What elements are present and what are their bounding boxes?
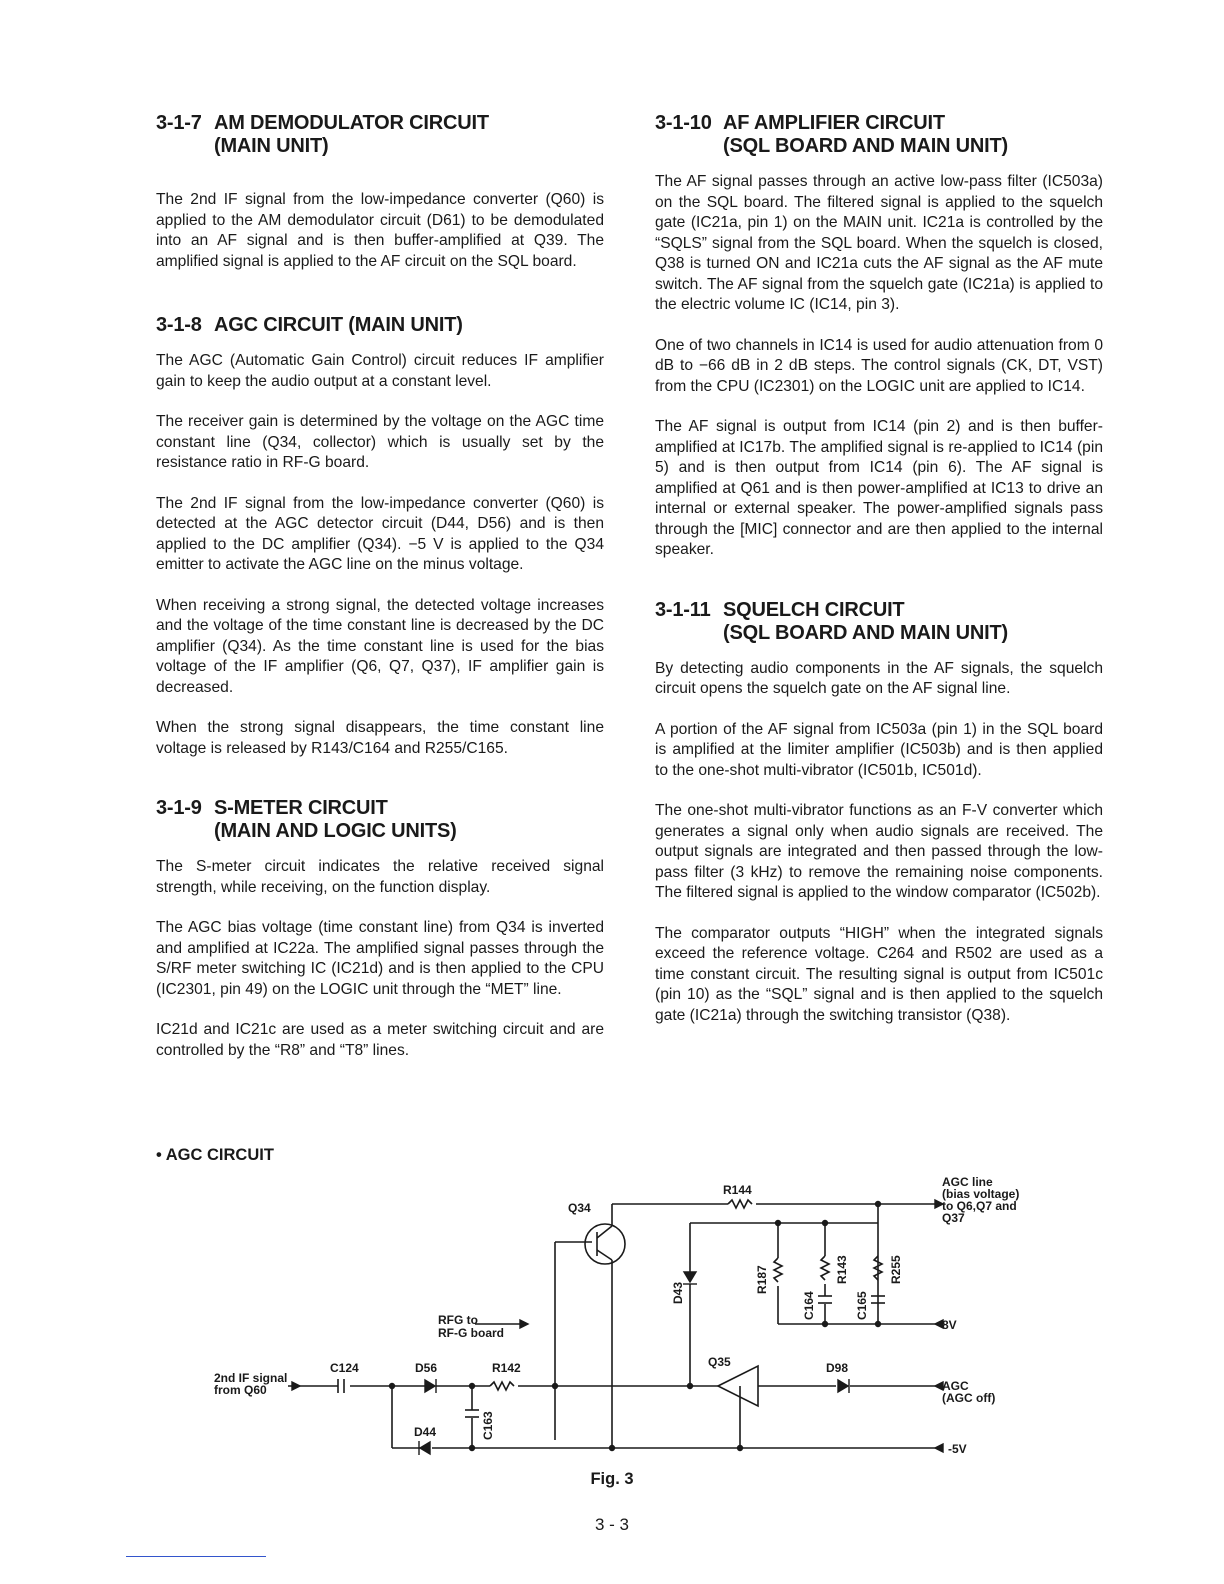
q34-label: Q34	[568, 1201, 591, 1215]
paragraph: The AF signal passes through an active low-pass filter (IC503a) on the SQL board. The filtered signal is applied to the squelch gate (IC21a, pin 1) on the MAIN unit. IC21a is controlled by the “SQLS” signal from the SQL board. When the squelch is closed, Q38 is turned ON and IC21a cuts the AF signal as the AF mute switch. The AF signal from the squelch gate (IC21a) is applied to the electric volume IC (IC14, pin 3).	[655, 173, 1103, 313]
paragraph: The one-shot multi-vibrator functions as an F-V converter which generates a signal only when audio signals are received. The output signals are integrated and then passed through the low-pass filter (3 kHz) to remove the remaining noise components. The filtered signal is applied to the window comparator (IC502b).	[655, 802, 1103, 901]
paragraph: The AGC (Automatic Gain Control) circuit reduces IF amplifier gain to keep the audio output at a constant level.	[156, 352, 604, 390]
c163-label: C163	[481, 1411, 495, 1440]
heading-3-1-10: 3-1-10 AF AMPLIFIER CIRCUIT (SQL BOARD AND MAIN UNIT)	[655, 112, 1008, 157]
minus-5v-label: -5V	[948, 1442, 967, 1456]
svg-text:(bias voltage): (bias voltage)	[942, 1187, 1020, 1201]
paragraph: The receiver gain is determined by the voltage on the AGC time constant line (Q34, collector) which is usually set by the resistance ratio in RF-G board.	[156, 413, 604, 471]
figure-caption: Fig. 3	[590, 1470, 634, 1488]
c165-label: C165	[855, 1291, 869, 1320]
if-signal-label: 2nd IF signal	[214, 1371, 288, 1385]
right-column	[655, 112, 1103, 1026]
r142-label: R142	[492, 1361, 521, 1375]
c124-label: C124	[330, 1361, 359, 1375]
d44-label: D44	[414, 1425, 437, 1439]
q35-label: Q35	[708, 1355, 731, 1369]
d56-label: D56	[415, 1361, 438, 1375]
paragraph: The 2nd IF signal from the low-impedance converter (Q60) is detected at the AGC detector circuit (D44, D56) and is then applied to the DC amplifier (Q34). −5 V is applied to the Q34 emitter to activate the AGC line on the minus voltage.	[156, 494, 604, 573]
svg-text:Q37: Q37	[942, 1211, 965, 1225]
8v-label: 8V	[942, 1318, 957, 1332]
paragraph: The AGC bias voltage (time constant line) from Q34 is inverted and amplified at IC22a. The amplified signal passes through the S/RF meter switching IC (IC21d) and is then applied to the CPU (IC2301, pin 49) on the LOGIC unit through the “MET” line.	[156, 919, 604, 998]
svg-text:to Q6,Q7 and: to Q6,Q7 and	[942, 1199, 1017, 1213]
paragraph: One of two channels in IC14 is used for audio attenuation from 0 dB to −66 dB in 2 dB steps. The control signals (CK, DT, VST) from the CPU (IC2301) on the LOGIC unit are applied to IC14.	[655, 336, 1103, 395]
paragraph: The 2nd IF signal from the low-impedance converter (Q60) is applied to the AM demodulator circuit (D61) to be demodulated into an AF signal and is then buffer-amplified at Q39. The amplified signal is applied to the AF circuit on the SQL board.	[156, 191, 604, 270]
r144-label: R144	[723, 1183, 752, 1197]
r255-label: R255	[889, 1255, 903, 1284]
heading-3-1-11: 3-1-11 SQUELCH CIRCUIT (SQL BOARD AND MAIN UNIT)	[655, 598, 1008, 644]
rfg-label: RFG to	[438, 1313, 478, 1327]
heading-3-1-9: 3-1-9 S-METER CIRCUIT (MAIN AND LOGIC UNITS)	[156, 797, 457, 842]
paragraph: When receiving a strong signal, the detected voltage increases and the voltage of the time constant line is decreased by the DC amplifier (Q34). As the time constant line is used for the bias voltage of the IF amplifier (Q6, Q7, Q37), IF amplifier gain is decreased.	[156, 596, 604, 696]
paragraph: When the strong signal disappears, the time constant line voltage is released by R143/C164 and R255/C165.	[156, 719, 604, 757]
agc-circuit-schematic	[200, 1168, 1040, 1468]
left-column	[156, 112, 604, 1061]
heading-3-1-8: 3-1-8 AGC CIRCUIT (MAIN UNIT)	[156, 314, 463, 336]
footer-rule	[126, 1556, 266, 1557]
paragraph: The S-meter circuit indicates the relative received signal strength, while receiving, on the function display.	[156, 858, 604, 896]
paragraph: The AF signal is output from IC14 (pin 2) and is then buffer-amplified at IC17b. The amplified signal is re-applied to IC14 (pin 5) and is then output from IC14 (pin 6). The AF signal is amplified at Q61 and is then power-amplified at IC13 to drive an internal or external speaker. The power-amplified signals pass through the [MIC] connector and are then applied to the internal speaker.	[655, 418, 1103, 558]
page-number: 3 - 3	[594, 1515, 630, 1534]
paragraph: IC21d and IC21c are used as a meter switching circuit and are controlled by the “R8” and “T8” lines.	[156, 1021, 604, 1059]
heading-3-1-7: 3-1-7 AM DEMODULATOR CIRCUIT (MAIN UNIT)	[156, 112, 489, 157]
agc-off-label: AGC	[942, 1379, 969, 1393]
svg-text:RF-G board: RF-G board	[438, 1326, 504, 1340]
r187-label: R187	[755, 1265, 769, 1294]
figure-label: • AGC CIRCUIT	[156, 1146, 274, 1164]
agc-line-label: AGC line	[942, 1175, 993, 1189]
paragraph: A portion of the AF signal from IC503a (pin 1) in the SQL board is amplified at the limiter amplifier (IC503b) and is then applied to the one-shot multi-vibrator (IC501b, IC501d).	[655, 720, 1103, 779]
paragraph: By detecting audio components in the AF signals, the squelch circuit opens the squelch gate on the AF signal line.	[655, 659, 1103, 697]
svg-text:from Q60: from Q60	[214, 1383, 267, 1397]
d43-label: D43	[671, 1281, 685, 1304]
d98-label: D98	[826, 1361, 849, 1375]
paragraph: The comparator outputs “HIGH” when the integrated signals exceed the reference voltage. C264 and R502 are used as a time constant circuit. The resulting signal is output from IC501c (pin 10) as the “SQL” signal and is then applied to the squelch gate (IC21a) through the switching transistor (Q38).	[655, 924, 1103, 1024]
r143-label: R143	[835, 1255, 849, 1284]
svg-text:(AGC off): (AGC off)	[942, 1391, 996, 1405]
c164-label: C164	[802, 1291, 816, 1320]
